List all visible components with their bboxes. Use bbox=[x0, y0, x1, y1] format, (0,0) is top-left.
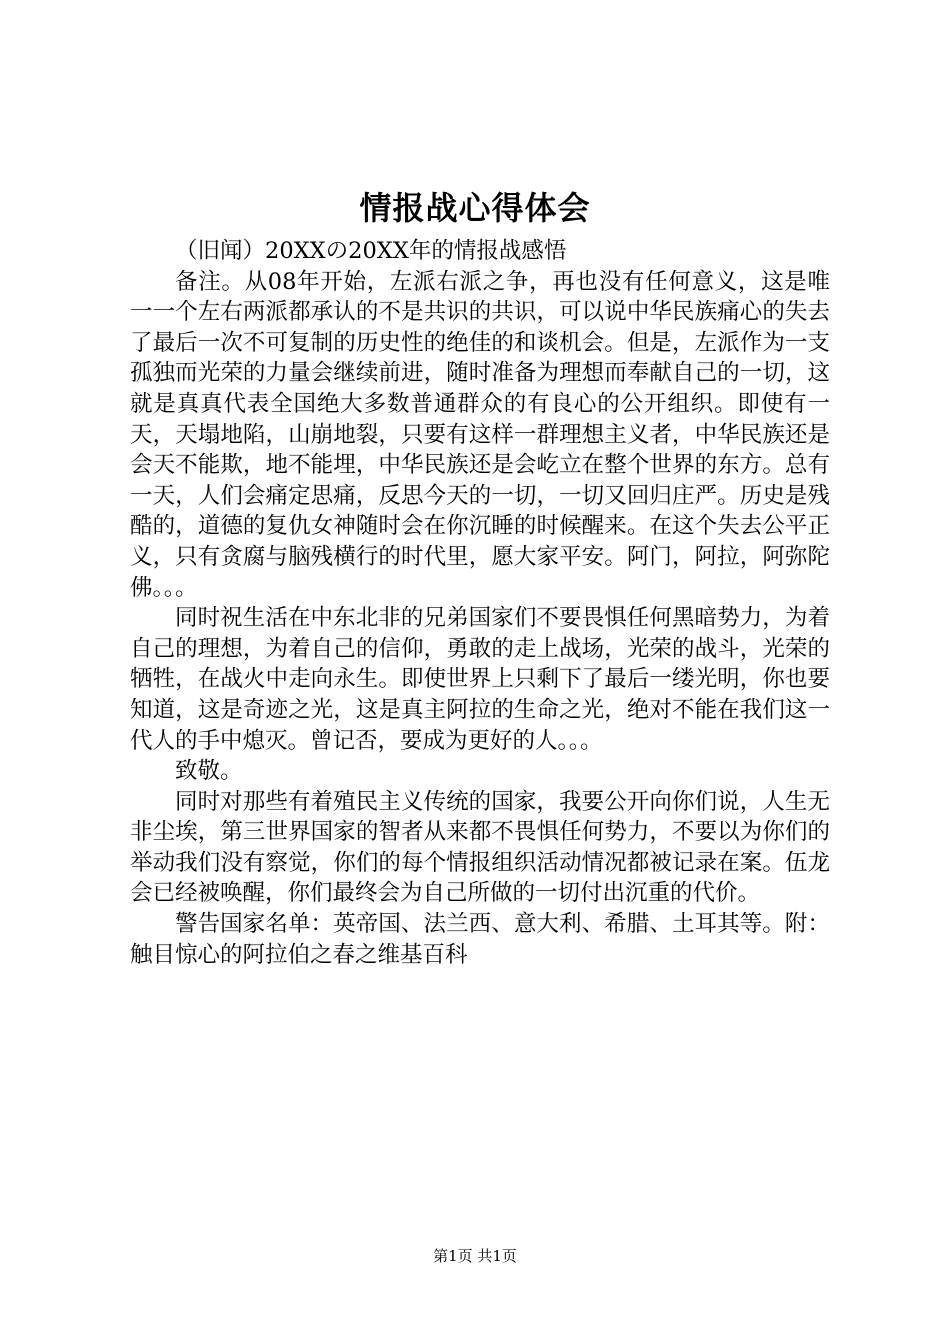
document-title: 情报战心得体会 bbox=[359, 189, 591, 227]
paragraph-warning-list: 警告国家名单：英帝国、法兰西、意大利、希腊、土耳其等。附：触目惊心的阿拉伯之春之维基百科 bbox=[130, 911, 830, 968]
paragraph-note: 备注。从08年开始，左派右派之争，再也没有任何意义，这是唯一一个左右两派都承认的不是共识的共识，可以说中华民族痛心的失去了最后一次不可复制的历史性的绝佳的和谈机会。但是，左派作为一支孤独而光荣的力量会继续前进，随时准备为理想而奉献自己的一切，这就是真真代表全国绝大多数普通群众的有良心的公开组织。即使有一天，天塌地陷，山崩地裂，只要有这样一群理想主义者，中华民族还是会天不能欺，地不能埋，中华民族还是会屹立在整个世界的东方。总有一天，人们会痛定思痛，反思今天的一切，一切又回归庄严。历史是残酷的，道德的复仇女神随时会在你沉睡的时候醒来。在这个失去公平正义，只有贪腐与脑残横行的时代里，愿大家平安。阿门，阿拉，阿弥陀佛。。。 bbox=[130, 268, 830, 601]
document-body bbox=[130, 236, 830, 970]
paragraph-salute: 致敬。 bbox=[175, 758, 243, 785]
page-number-footer: 第1页 共1页 bbox=[433, 1247, 517, 1265]
paragraph-intro: （旧闻）20XXの20XX年的情报战感悟 bbox=[175, 238, 567, 264]
paragraph-colonial: 同时对那些有着殖民主义传统的国家，我要公开向你们说，人生无非尘埃，第三世界国家的智者从来都不畏惧任何势力，不要以为你们的举动我们没有察觉，你们的每个情报组织活动情况都被记录在案。伍龙会已经被唤醒，你们最终会为自己所做的一切付出沉重的代价。 bbox=[130, 788, 830, 907]
paragraph-middle-east: 同时祝生活在中东北非的兄弟国家们不要畏惧任何黑暗势力，为着自己的理想，为着自己的信仰，勇敢的走上战场，光荣的战斗，光荣的牺牲，在战火中走向永生。即使世界上只剩下了最后一缕光明，你也要知道，这是奇迹之光，这是真主阿拉的生命之光，绝对不能在我们这一代人的手中熄灭。曾记否，要成为更好的人。。。 bbox=[130, 605, 830, 754]
